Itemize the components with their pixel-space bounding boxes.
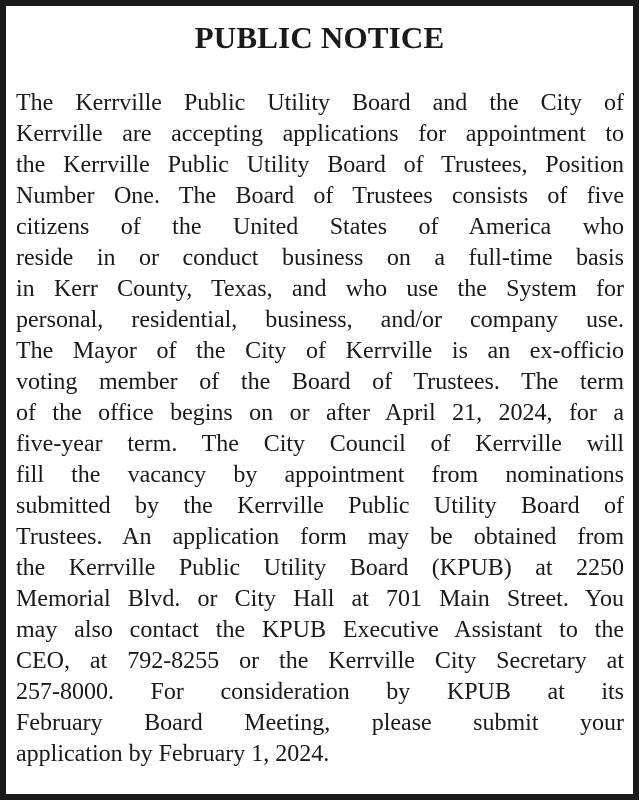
body-line: Number One. The Board of Trustees consists of five	[16, 183, 624, 209]
notice-title: PUBLIC NOTICE	[194, 20, 445, 55]
body-line: of the office begins on or after April 21, 2024, for a	[16, 400, 624, 426]
body-line: Trustees. An application form may be obtained from	[16, 524, 624, 550]
body-line: personal, residential, business, and/or company use.	[16, 307, 624, 333]
body-line: Memorial Blvd. or City Hall at 701 Main Street. You	[16, 586, 624, 612]
body-line: may also contact the KPUB Executive Assistant to the	[16, 617, 624, 643]
body-line: February Board Meeting, please submit your	[16, 710, 624, 736]
body-line: CEO, at 792-8255 or the Kerrville City Secretary at	[16, 648, 624, 674]
body-line: The Mayor of the City of Kerrville is an ex-officio	[16, 338, 624, 364]
body-line: fill the vacancy by appointment from nominations	[16, 462, 624, 488]
body-line: reside in or conduct business on a full-time basis	[16, 245, 624, 271]
notice-body	[16, 88, 624, 770]
body-line: 257-8000. For consideration by KPUB at its	[16, 679, 624, 705]
body-line: voting member of the Board of Trustees. The term	[16, 369, 624, 395]
body-line: submitted by the Kerrville Public Utility Board of	[16, 493, 624, 519]
body-line: the Kerrville Public Utility Board (KPUB) at 2250	[16, 555, 624, 581]
body-line: Kerrville are accepting applications for appointment to	[16, 121, 624, 147]
body-line: five-year term. The City Council of Kerrville will	[16, 431, 624, 457]
body-line: the Kerrville Public Utility Board of Trustees, Position	[16, 152, 624, 178]
body-line: The Kerrville Public Utility Board and the City of	[16, 90, 624, 116]
body-line: in Kerr County, Texas, and who use the System for	[16, 276, 624, 302]
body-line: application by February 1, 2024.	[16, 741, 330, 767]
body-line: citizens of the United States of America who	[16, 214, 624, 240]
